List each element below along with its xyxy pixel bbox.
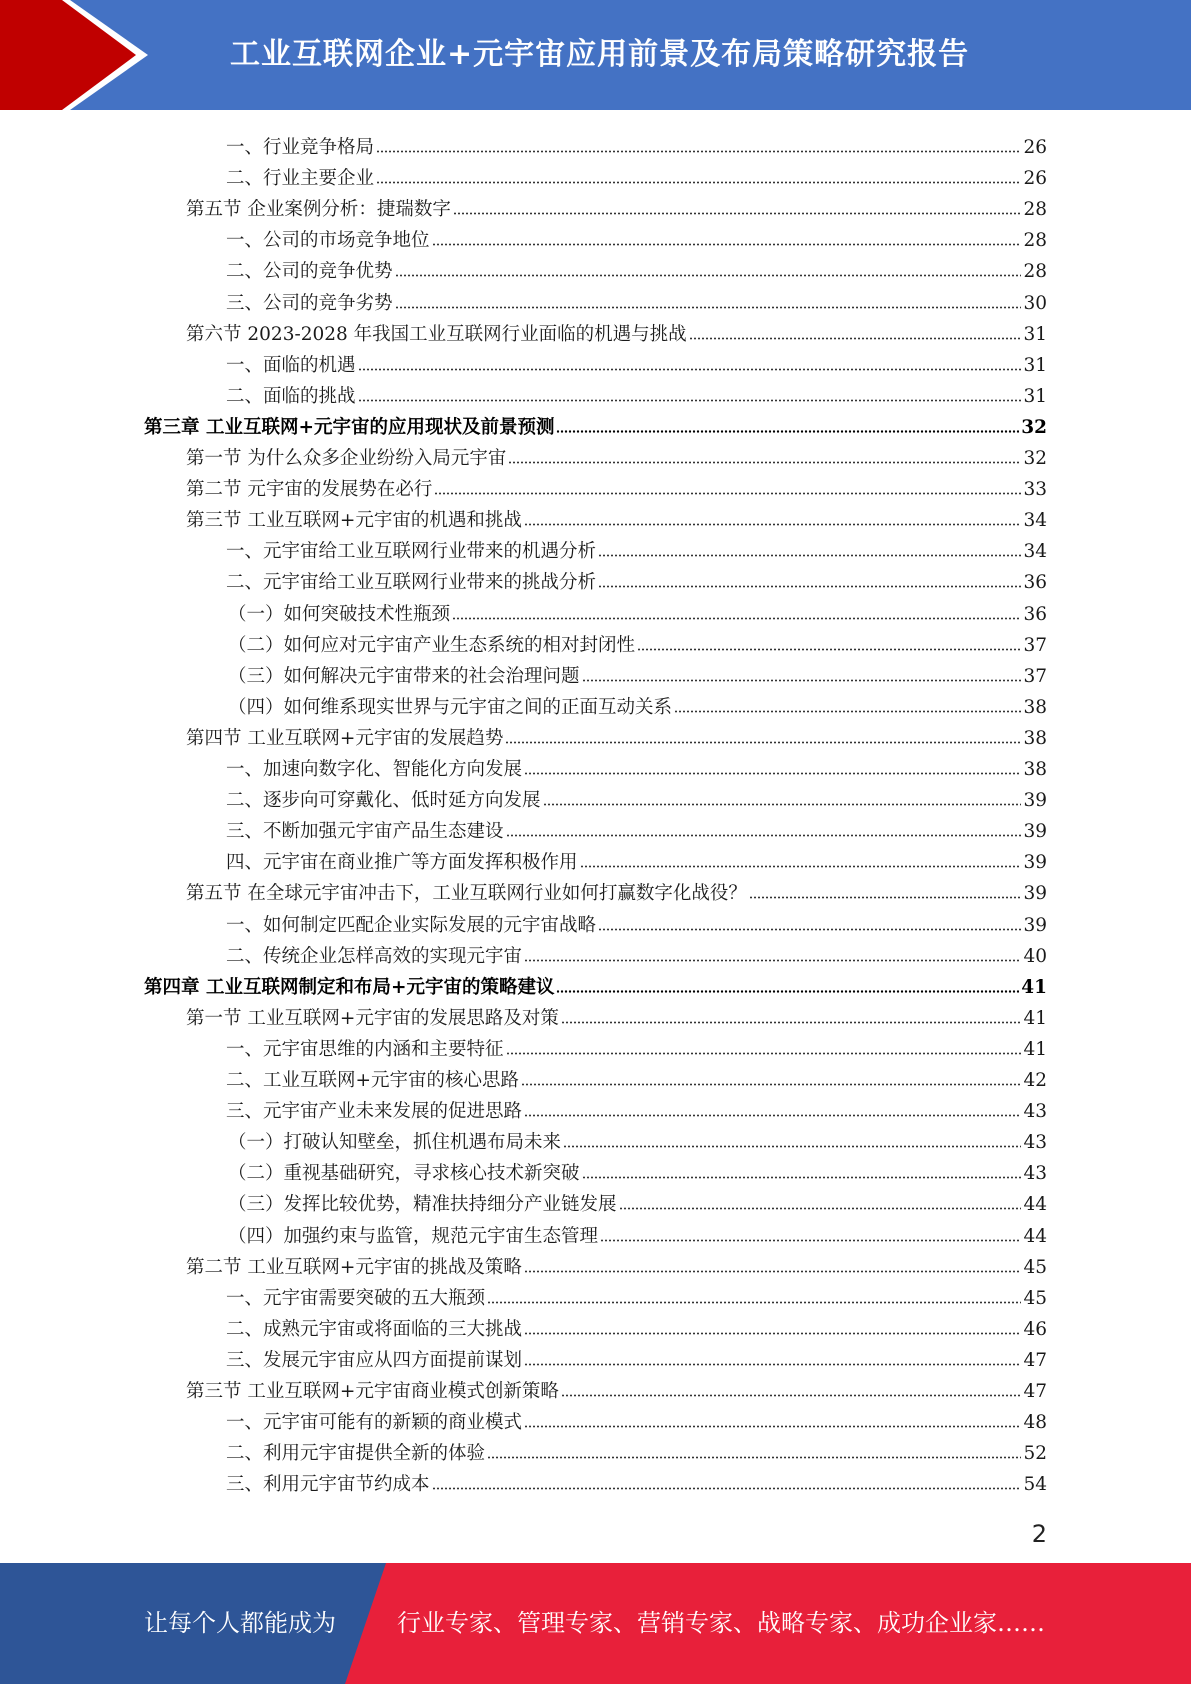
toc-entry-title: 二、元宇宙给工业互联网行业带来的挑战分析: [226, 572, 597, 594]
toc-entry-page: 44: [1023, 1225, 1047, 1247]
toc-section-row[interactable]: [186, 1248, 1047, 1279]
toc-entry-page: 28: [1023, 230, 1047, 252]
toc-entry-title: 第四章 工业互联网制定和布局+元宇宙的策略建议: [144, 976, 555, 998]
toc-subsection-row[interactable]: [226, 284, 1047, 315]
toc-entry-title: 二、传统企业怎样高效的实现元宇宙: [226, 945, 523, 967]
toc-entry-title: 二、面临的挑战: [226, 385, 356, 407]
toc-subsection-row[interactable]: [226, 1030, 1047, 1061]
toc-section-row[interactable]: [186, 439, 1047, 470]
toc-dot-leader: [600, 1239, 1021, 1242]
toc-dot-leader: [543, 803, 1022, 806]
toc-entry-page: 45: [1023, 1256, 1047, 1278]
toc-entry-title: 二、逐步向可穿戴化、低时延方向发展: [226, 790, 541, 812]
toc-entry-page: 43: [1023, 1101, 1047, 1123]
toc-entry-title: （三）发挥比较优势，精准扶持细分产业链发展: [228, 1194, 617, 1216]
toc-entry-title: 第五节 企业案例分析：捷瑞数字: [186, 199, 451, 221]
toc-entry-title: （四）如何维系现实世界与元宇宙之间的正面互动关系: [228, 696, 673, 718]
toc-entry-title: 三、发展元宇宙应从四方面提前谋划: [226, 1349, 523, 1371]
toc-entry-page: 46: [1023, 1318, 1047, 1340]
toc-entry-page: 43: [1023, 1132, 1047, 1154]
toc-dot-leader: [524, 959, 1021, 962]
toc-entry-page: 39: [1023, 790, 1047, 812]
toc-section-row[interactable]: [186, 190, 1047, 221]
toc-entry-title: 第一节 为什么众多企业纷纷入局元宇宙: [186, 448, 507, 469]
toc-subsection-row[interactable]: [226, 937, 1047, 968]
toc-entry-page: 38: [1023, 696, 1047, 718]
toc-entry-page: 33: [1023, 479, 1047, 501]
toc-dot-leader: [508, 461, 1021, 464]
toc-dot-leader: [376, 181, 1021, 184]
toc-dot-leader: [524, 523, 1022, 526]
footer-slogan-right: 行业专家、管理专家、营销专家、战略专家、成功企业家……: [397, 1609, 1045, 1637]
toc-dot-leader: [432, 243, 1022, 246]
toc-dot-leader: [637, 648, 1021, 651]
toc-section-row[interactable]: [186, 874, 1047, 905]
toc-dot-leader: [598, 554, 1021, 557]
toc-subsection-row[interactable]: [226, 1341, 1047, 1372]
toc-dot-leader: [561, 1021, 1022, 1024]
toc-section-row[interactable]: [186, 470, 1047, 501]
toc-subsection-row[interactable]: [226, 1061, 1047, 1092]
toc-dot-leader: [524, 1363, 1021, 1366]
toc-dot-leader: [689, 337, 1022, 340]
toc-dot-leader: [453, 212, 1022, 215]
toc-subsection-row[interactable]: [226, 1092, 1047, 1123]
toc-dot-leader: [524, 772, 1021, 775]
toc-entry-page: 36: [1023, 603, 1047, 625]
toc-subsection-row[interactable]: [226, 812, 1047, 843]
page-header: [0, 0, 1191, 110]
toc-subsection-row[interactable]: [226, 843, 1047, 874]
toc-entry-title: 二、公司的竞争优势: [226, 261, 393, 283]
toc-dot-leader: [376, 150, 1021, 153]
toc-entry-page: 52: [1023, 1443, 1047, 1465]
toc-entry-page: 43: [1023, 1163, 1047, 1185]
toc-dot-leader: [598, 585, 1021, 588]
toc-section-row[interactable]: [186, 999, 1047, 1030]
toc-entry-page: 40: [1023, 945, 1047, 967]
toc-entry-page: 26: [1023, 137, 1047, 158]
toc-entry-title: 三、利用元宇宙节约成本: [226, 1474, 430, 1496]
toc-chapter-row[interactable]: [144, 408, 1047, 439]
toc-entry-title: （一）打破认知壁垒，抓住机遇布局未来: [228, 1132, 562, 1154]
toc-dot-leader: [452, 617, 1021, 620]
toc-entry-title: （三）如何解决元宇宙带来的社会治理问题: [228, 665, 580, 687]
toc-entry-page: 38: [1023, 727, 1047, 749]
toc-entry-title: 第五节 在全球元宇宙冲击下，工业互联网行业如何打赢数字化战役？: [186, 883, 747, 905]
toc-entry-page: 30: [1023, 292, 1047, 314]
toc-entry-title: 一、公司的市场竞争地位: [226, 230, 430, 252]
toc-entry-page: 28: [1023, 261, 1047, 283]
toc-dot-leader: [505, 741, 1021, 744]
toc-dot-leader: [749, 896, 1022, 899]
toc-section-row[interactable]: [186, 501, 1047, 532]
toc-section-row[interactable]: [186, 315, 1047, 346]
toc-subsection-row[interactable]: [226, 159, 1047, 190]
toc-entry-page: 41: [1021, 976, 1047, 998]
toc-subsection-row[interactable]: [228, 1185, 1047, 1216]
toc-entry-title: 二、工业互联网+元宇宙的核心思路: [226, 1070, 520, 1091]
toc-subsection-row[interactable]: [226, 1279, 1047, 1310]
toc-subsection-row[interactable]: [228, 595, 1047, 626]
toc-entry-page: 45: [1023, 1287, 1047, 1309]
toc-entry-page: 41: [1023, 1038, 1047, 1060]
toc-entry-page: 31: [1023, 323, 1047, 345]
toc-entry-title: 一、如何制定匹配企业实际发展的元宇宙战略: [226, 914, 597, 936]
toc-entry-page: 37: [1023, 665, 1047, 687]
toc-entry-page: 39: [1023, 883, 1047, 905]
report-title: 工业互联网企业+元宇宙应用前景及布局策略研究报告: [230, 37, 970, 72]
toc-dot-leader: [582, 679, 1022, 682]
toc-entry-title: 三、公司的竞争劣势: [226, 292, 393, 314]
toc-entry-title: 二、行业主要企业: [226, 168, 375, 190]
toc-entry-page: 44: [1023, 1194, 1047, 1216]
toc-entry-title: 第三节 工业互联网+元宇宙商业模式创新策略: [186, 1381, 559, 1402]
toc-entry-page: 31: [1023, 354, 1047, 376]
toc-entry-page: 54: [1023, 1474, 1047, 1496]
toc-entry-title: 一、元宇宙给工业互联网行业带来的机遇分析: [226, 541, 597, 563]
toc-dot-leader: [506, 1052, 1022, 1055]
toc-entry-title: 一、行业竞争格局: [226, 137, 375, 158]
toc-subsection-row[interactable]: [226, 532, 1047, 563]
toc-entry-title: 第二节 工业互联网+元宇宙的挑战及策略: [186, 1256, 522, 1278]
toc-entry-title: 一、面临的机遇: [226, 354, 356, 376]
toc-entry-page: 42: [1023, 1070, 1047, 1091]
toc-dot-leader: [619, 1207, 1022, 1210]
toc-subsection-row[interactable]: [226, 1403, 1047, 1434]
toc-dot-leader: [556, 430, 1019, 433]
toc-subsection-row[interactable]: [226, 1434, 1047, 1465]
toc-entry-title: （二）如何应对元宇宙产业生态系统的相对封闭性: [228, 634, 636, 656]
toc-entry-title: 二、利用元宇宙提供全新的体验: [226, 1443, 486, 1465]
toc-entry-page: 47: [1023, 1349, 1047, 1371]
toc-entry-title: 三、元宇宙产业未来发展的促进思路: [226, 1101, 523, 1123]
toc-entry-title: 二、成熟元宇宙或将面临的三大挑战: [226, 1318, 523, 1340]
toc-section-row[interactable]: [186, 1372, 1047, 1403]
toc-dot-leader: [487, 1456, 1021, 1459]
toc-subsection-row[interactable]: [226, 563, 1047, 594]
toc-entry-page: 39: [1023, 821, 1047, 843]
page-footer: [0, 1563, 1191, 1684]
toc-entry-title: （一）如何突破技术性瓶颈: [228, 603, 451, 625]
toc-dot-leader: [395, 306, 1022, 309]
toc-dot-leader: [598, 928, 1021, 931]
toc-entry-page: 41: [1023, 1007, 1047, 1029]
toc-subsection-row[interactable]: [228, 1123, 1047, 1154]
toc-chapter-row[interactable]: [144, 968, 1047, 999]
toc-entry-title: 一、加速向数字化、智能化方向发展: [226, 759, 523, 780]
toc-entry-page: 32: [1021, 416, 1047, 438]
toc-subsection-row[interactable]: [226, 781, 1047, 812]
toc-dot-leader: [432, 1487, 1022, 1490]
toc-subsection-row[interactable]: [226, 1465, 1047, 1496]
toc-subsection-row[interactable]: [228, 626, 1047, 657]
toc-subsection-row[interactable]: [228, 688, 1047, 719]
toc-dot-leader: [563, 1145, 1021, 1148]
toc-subsection-row[interactable]: [226, 906, 1047, 937]
toc-entry-page: 39: [1023, 852, 1047, 874]
toc-subsection-row[interactable]: [226, 377, 1047, 408]
toc-dot-leader: [395, 274, 1022, 277]
toc-entry-page: 32: [1023, 448, 1047, 469]
toc-entry-title: 三、不断加强元宇宙产品生态建设: [226, 821, 504, 843]
toc-subsection-row[interactable]: [226, 252, 1047, 283]
toc-entry-page: 34: [1023, 541, 1047, 563]
toc-dot-leader: [582, 1176, 1022, 1179]
toc-entry-title: 第六节 2023-2028 年我国工业互联网行业面临的机遇与挑战: [186, 323, 687, 345]
toc-dot-leader: [521, 1083, 1021, 1086]
toc-subsection-row[interactable]: [228, 657, 1047, 688]
toc-entry-page: 31: [1023, 385, 1047, 407]
toc-entry-title: 第一节 工业互联网+元宇宙的发展思路及对策: [186, 1007, 559, 1029]
toc-dot-leader: [358, 368, 1022, 371]
toc-entry-page: 48: [1023, 1412, 1047, 1434]
toc-entry-page: 38: [1023, 759, 1047, 780]
toc-entry-title: 第三章 工业互联网+元宇宙的应用现状及前景预测: [144, 416, 555, 438]
toc-entry-page: 47: [1023, 1381, 1047, 1402]
toc-subsection-row[interactable]: [226, 221, 1047, 252]
toc-dot-leader: [580, 865, 1022, 868]
toc-entry-page: 34: [1023, 510, 1047, 532]
toc-subsection-row[interactable]: [226, 128, 1047, 159]
toc-entry-page: 37: [1023, 634, 1047, 656]
toc-dot-leader: [524, 1332, 1021, 1335]
page-number: 2: [1031, 1520, 1047, 1548]
toc-dot-leader: [434, 492, 1021, 495]
toc-entry-page: 28: [1023, 199, 1047, 221]
toc-entry-title: 一、元宇宙思维的内涵和主要特征: [226, 1038, 504, 1060]
toc-entry-title: （四）加强约束与监管，规范元宇宙生态管理: [228, 1225, 599, 1247]
toc-dot-leader: [524, 1425, 1021, 1428]
toc-subsection-row[interactable]: [226, 1310, 1047, 1341]
toc-dot-leader: [487, 1301, 1021, 1304]
toc-entry-title: 第三节 工业互联网+元宇宙的机遇和挑战: [186, 510, 522, 532]
toc-dot-leader: [506, 834, 1022, 837]
toc-dot-leader: [674, 710, 1021, 713]
toc-subsection-row[interactable]: [228, 1217, 1047, 1248]
toc-entry-title: 一、元宇宙需要突破的五大瓶颈: [226, 1287, 486, 1309]
footer-slogan-left: 让每个人都能成为: [144, 1609, 336, 1637]
toc-subsection-row[interactable]: [226, 346, 1047, 377]
toc-dot-leader: [561, 1394, 1022, 1397]
toc-entry-title: 第四节 工业互联网+元宇宙的发展趋势: [186, 727, 504, 749]
toc-dot-leader: [524, 1270, 1022, 1273]
toc-entry-title: 四、元宇宙在商业推广等方面发挥积极作用: [226, 852, 578, 874]
toc-entry-page: 39: [1023, 914, 1047, 936]
toc-entry-page: 26: [1023, 168, 1047, 190]
toc-subsection-row[interactable]: [228, 1154, 1047, 1185]
toc-dot-leader: [358, 399, 1022, 402]
toc-subsection-row[interactable]: [226, 750, 1047, 781]
toc-entry-title: 第二节 元宇宙的发展势在必行: [186, 479, 433, 501]
toc-entry-title: （二）重视基础研究，寻求核心技术新突破: [228, 1163, 580, 1185]
toc-section-row[interactable]: [186, 719, 1047, 750]
toc-dot-leader: [524, 1114, 1021, 1117]
toc-dot-leader: [556, 990, 1019, 993]
toc-entry-title: 一、元宇宙可能有的新颖的商业模式: [226, 1412, 523, 1434]
toc-entry-page: 36: [1023, 572, 1047, 594]
